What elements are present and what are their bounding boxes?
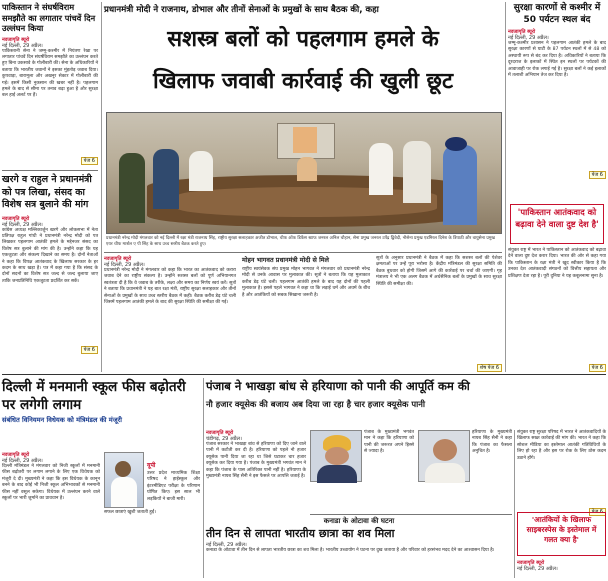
dateline: नई दिल्ली, 29 अप्रैल। <box>104 262 145 268</box>
byline: नवजागृति ब्यूरो <box>206 430 234 436</box>
lead-photo-caption <box>106 236 502 250</box>
lead-kicker-text: प्रधानमंत्री मोदी ने राजनाथ, डोभाल और तीनों सेनाओं के प्रमुखों के साथ बैठक की, कहा <box>104 5 379 15</box>
byline: नवजागृति ब्यूरो <box>508 29 536 35</box>
story-ottawa <box>206 516 512 578</box>
dateline: नई दिल्ली, 29 अप्रैल। <box>2 42 43 49</box>
lead-body-right-text: सूत्रों के अनुसार प्रधानमंत्री ने बैठक में कहा कि सशस्त्र बलों की पेशेवर क्षमताओं पर उन्हें पूरा भरोसा है। केंद्रीय मंत्रिमंडल की सुरक्षा समिति की बैठक बुधवार को होगी जिसमें आगे की कार्रवाई पर चर्चा की जाएगी। गृह मंत्रालय ने भी एक अलग बैठक में अर्धसैनिक बलों के प्रमुखों के साथ सुरक्षा स्थिति की समीक्षा की। <box>376 256 502 287</box>
page-ref[interactable]: पेज 6 <box>589 364 606 372</box>
inset-body: उत्तर प्रदेश माध्यमिक शिक्षा परिषद ने हाईस्कूल और इंटरमीडिएट परीक्षा के परिणाम घोषित किए। इस साल भी लड़कियों ने बाजी मारी। <box>147 471 200 502</box>
story-kharge-letter <box>2 174 98 368</box>
dateline: नई दिल्ली, 29 अप्रैल। <box>206 542 247 548</box>
quote-body: संयुक्त राष्ट्र में भारत ने पाकिस्तान को आतंकवाद को बढ़ावा देने वाला दुष्ट देश करार दिया। भारत की ओर से कहा गया कि पाकिस्तान के रक्षा मंत्री ने खुद स्वीकार किया है कि उनका देश आतंकवादी संगठनों को वित्तीय सहायता और प्रशिक्षण देता रहा है। पूरी दुनिया ने यह कबूलनामा सुना है। <box>508 248 606 279</box>
story-bhakra-water <box>206 378 604 428</box>
saini-caption-text: हरियाणा के मुख्यमंत्री नायब सिंह सैनी ने कहा कि पंजाब का फैसला अनुचित है। <box>472 430 512 455</box>
lead-body-text: प्रधानमंत्री नरेन्द्र मोदी ने मंगलवार को कहा कि भारत का आतंकवाद को करारा जवाब देने का राष्ट्रीय संकल्प है। उन्होंने सशस्त्र बलों को पूर्ण अभियानगत स्वतंत्रता दी है कि वे जवाब के तरीके, लक्ष्य और समय का निर्णय स्वयं करें। सूत्रों ने बताया कि प्रधानमंत्री ने यह बात रक्षा मंत्री, राष्ट्रीय सुरक्षा सलाहकार और तीनों सेनाओं के प्रमुखों के साथ उच्च स्तरीय बैठक में कही। बैठक करीब डेढ़ घंटे चली जिसमें पहलगाम आतंकी हमले के बाद की सुरक्षा स्थिति की समीक्षा की गई। <box>104 268 236 306</box>
cyberspace-quote: 'आतंकियों के खिलाफ साइबरस्पेस के इस्तेमाल में गलत क्या है' <box>526 515 597 544</box>
caption-text: प्रधानमंत्री नरेन्द्र मोदी मंगलवार को नई दिल्ली में रक्षा मंत्री राजनाथ सिंह, राष्ट्रीय सुरक्षा सलाहकार अजीत डोभाल, चीफ ऑफ डिफेंस स्टाफ जनरल अनिल चौहान, सेना प्रमुख जनरल उपेंद्र द्विवेदी, नौसेना प्रमुख एडमिरल दिनेश के त्रिपाठी और वायुसेना प्रमुख एयर चीफ मार्शल ए पी सिंह के साथ उच्च स्तरीय बैठक करते हुए। <box>106 236 495 247</box>
page-ref[interactable]: पेज 6 <box>81 346 98 354</box>
lead-headline-line2: खिलाफ जवाबी कार्रवाई की खुली छूट <box>152 69 454 94</box>
column-rule <box>203 378 204 578</box>
story-body: दिल्ली मंत्रिमंडल ने मंगलवार को निजी स्कूलों में मनमानी फीस बढ़ोतरी पर लगाम लगाने के लिए एक विधेयक को मंजूरी दे दी। मुख्यमंत्री ने कहा कि इस विधेयक के कानून बनने के बाद कोई भी निजी स्कूल अभिभावकों से मनमानी फीस नहीं वसूल सकेगा। विधेयक में उल्लंघन करने वाले स्कूलों पर भारी जुर्माने का प्रावधान है। <box>2 464 100 502</box>
headline-tourist: सुरक्षा कारणों से कश्मीर में 50 पर्यटन स्थल बंद <box>513 3 601 25</box>
divider <box>2 170 98 171</box>
story-body: पाकिस्तानी सेना ने जम्मू-कश्मीर में नियंत्रण रेखा पर लगातार पांचवें दिन संघर्षविराम समझौते का उल्लंघन करते हुए बिना उकसावे के गोलीबारी की। सेना के अधिकारियों ने बताया कि भारतीय जवानों ने इसका मुंहतोड़ जवाब दिया। कुपवाड़ा, बारामूला और अखनूर सेक्टर में गोलीबारी की गई। इसमें किसी नुकसान की खबर नहीं है। पहलगाम हमले के बाद से सीमा पर तनाव बढ़ा हुआ है और सुरक्षा बल हाई अलर्ट पर हैं। <box>2 48 98 99</box>
page-ref[interactable]: पेज 6 <box>589 508 606 516</box>
byline: नवजागृति ब्यूरो <box>2 215 30 222</box>
inset-kicker: यूपी <box>147 462 156 469</box>
story-body: कांग्रेस अध्यक्ष मल्लिकार्जुन खरगे और लोकसभा में नेता प्रतिपक्ष राहुल गांधी ने प्रधानमंत्री नरेन्द्र मोदी को पत्र लिखकर पहलगाम आतंकी हमले के मद्देनजर संसद का विशेष सत्र बुलाने की मांग की है। उन्होंने कहा कि यह एकजुटता और संकल्प दिखाने का समय है। दोनों नेताओं ने कहा कि विपक्ष आतंकवाद के खिलाफ सरकार के हर कदम के साथ खड़ा है। पत्र में कहा गया है कि संसद के दोनों सदनों का विशेष सत्र जल्द से जल्द बुलाया जाए ताकि जनप्रतिनिधि एकजुटता प्रदर्शित कर सकें। <box>2 227 98 284</box>
dateline: नई दिल्ली, 29 अप्रैल। <box>2 221 43 228</box>
nayab-saini-photo <box>418 430 470 482</box>
pakistan-quote-story <box>508 248 606 371</box>
ottawa-body: कनाडा के ओटावा में तीन दिन से लापता भारतीय छात्रा का शव मिला है। भारतीय उच्चायोग ने घटना पर दुख जताया है और परिवार को हरसंभव मदद देने का आश्वासन दिया है। <box>206 548 495 553</box>
students-photo <box>104 452 144 508</box>
byline: नवजागृति ब्यूरो <box>517 560 545 566</box>
byline: नवजागृति ब्यूरो <box>104 256 132 262</box>
bhakra-body <box>206 430 306 512</box>
headline-bhakra: पंजाब ने भाखड़ा बांध से हरियाणा को पानी की आपूर्ति कम की <box>206 379 470 393</box>
story-body: पंजाब सरकार ने भाखड़ा बांध से हरियाणा को दिए जाने वाले पानी में कटौती कर दी है। हरियाणा को पहले नौ हजार क्यूसेक पानी दिया जा रहा था जिसे घटाकर चार हजार क्यूसेक कर दिया गया है। पंजाब के मुख्यमंत्री भगवंत मान ने कहा कि पंजाब के पास अतिरिक्त पानी नहीं है। हरियाणा के मुख्यमंत्री नायब सिंह सैनी ने इस फैसले पर आपत्ति जताई है। <box>206 442 306 480</box>
mann-caption-text: पंजाब के मुख्यमंत्री भगवंत मान ने कहा कि हरियाणा को पानी की जरूरत अपने हिस्से से ज्यादा है। <box>364 430 414 455</box>
column-rule <box>101 2 102 372</box>
byline: नवजागृति ब्यूरो <box>2 36 30 43</box>
divider <box>310 514 512 515</box>
page-ref[interactable]: पेज 6 <box>81 157 98 165</box>
ottawa-kicker: कनाडा के ओटावा की घटना <box>323 517 395 525</box>
dateline: नई दिल्ली, 29 अप्रैल। <box>517 566 558 572</box>
cyberspace-dateline <box>517 560 606 580</box>
headline-kharge: खरगे व राहुल ने प्रधानमंत्री को पत्र लिखा, संसद का विशेष सत्र बुलाने की मांग <box>2 174 92 210</box>
inset-caption <box>104 510 200 520</box>
section-divider <box>2 374 606 375</box>
school-fees-body <box>2 452 100 579</box>
dateline: नई दिल्ली, 29 अप्रैल। <box>508 35 549 41</box>
bhagwat-body: राष्ट्रीय स्वयंसेवक संघ प्रमुख मोहन भागवत ने मंगलवार को प्रधानमंत्री नरेन्द्र मोदी से उनके आवास पर मुलाकात की। सूत्रों ने बताया कि यह मुलाकात करीब डेढ़ घंटे चली। पहलगाम आतंकी हमले के बाद यह दोनों की पहली मुलाकात है। इससे पहले भागवत ने कहा था कि लड़ाई धर्म और अधर्म के बीच है और आतंकियों को सबक सिखाना जरूरी है। <box>242 267 370 298</box>
byline: नवजागृति ब्यूरो <box>2 452 30 458</box>
lead-headline <box>104 20 502 108</box>
headline-school-fees: दिल्ली में मनमानी स्कूल फीस बढ़ोतरी पर लगेगी लगाम <box>2 379 186 413</box>
dateline: नई दिल्ली, 29 अप्रैल। <box>2 458 43 464</box>
lead-photo <box>106 112 502 234</box>
cyberspace-quote-box <box>517 512 606 556</box>
subhead-bhakra: नौ हजार क्यूसेक की बजाय अब दिया जा रहा है चार हजार क्यूसेक पानी <box>206 399 426 409</box>
pakistan-quote: 'पाकिस्तान आतंकवाद को बढ़ावा देने वाला दुष्ट देश है' <box>515 207 599 229</box>
story-ceasefire <box>2 2 98 168</box>
divider <box>104 252 502 253</box>
story-un-terror <box>517 430 606 515</box>
story-body: संयुक्त राष्ट्र सुरक्षा परिषद में भारत ने आतंकवादियों के खिलाफ सख्त कार्रवाई की मांग की। भारत ने कहा कि सोशल मीडिया का इस्तेमाल आतंकी गतिविधियों के लिए हो रहा है और इस पर रोक के लिए ठोस कदम उठाने होंगे। <box>517 430 606 461</box>
mann-caption <box>364 430 414 482</box>
dateline: चंडीगढ़, 29 अप्रैल। <box>206 436 242 442</box>
lead-body-mid <box>242 256 370 368</box>
page-ref[interactable]: पेज 6 <box>589 171 606 179</box>
headline-ceasefire: पाकिस्तान ने संघर्षविराम समझौते का लगातार पांचवें दिन उल्लंघन किया <box>2 2 96 33</box>
lead-body-left <box>104 256 236 368</box>
story-tourist-sites <box>508 2 606 200</box>
column-rule <box>505 2 506 372</box>
story-body: जम्मू-कश्मीर प्रशासन ने पहलगाम आतंकी हमले के बाद सुरक्षा कारणों से घाटी के 87 पर्यटन स्थलों में से 48 को अस्थायी रूप से बंद कर दिया है। अधिकारियों ने बताया कि दूरदराज के इलाकों में स्थित इन स्थलों पर पर्यटकों की आवाजाही पर रोक लगाई गई है। सुरक्षा बलों ने कई इलाकों में तलाशी अभियान तेज कर दिया है। <box>508 41 606 79</box>
lead-kicker <box>104 4 502 18</box>
column-rule <box>514 430 515 578</box>
page-ref[interactable]: शेष पेज 6 <box>477 364 502 372</box>
lead-headline-line1: सशस्त्र बलों को पहलगाम हमले के <box>167 27 439 52</box>
bhagwat-subhead: मोहन भागवत प्रधानमंत्री मोदी से मिले <box>242 256 329 264</box>
subhead-school-fees: संबंधित विनियमन विधेयक को मंत्रिमंडल की मंजूरी <box>2 416 123 424</box>
ottawa-headline: तीन दिन से लापता भारतीय छात्रा का शव मिला <box>206 527 395 540</box>
pakistan-quote-box <box>510 204 604 244</box>
inset-caption-text: सफल छात्राएं खुशी जताती हुईं। <box>104 510 156 515</box>
up-results-inset <box>104 452 200 579</box>
bhagwant-mann-photo <box>310 430 362 482</box>
lead-body-right <box>376 256 502 371</box>
saini-caption <box>472 430 512 482</box>
